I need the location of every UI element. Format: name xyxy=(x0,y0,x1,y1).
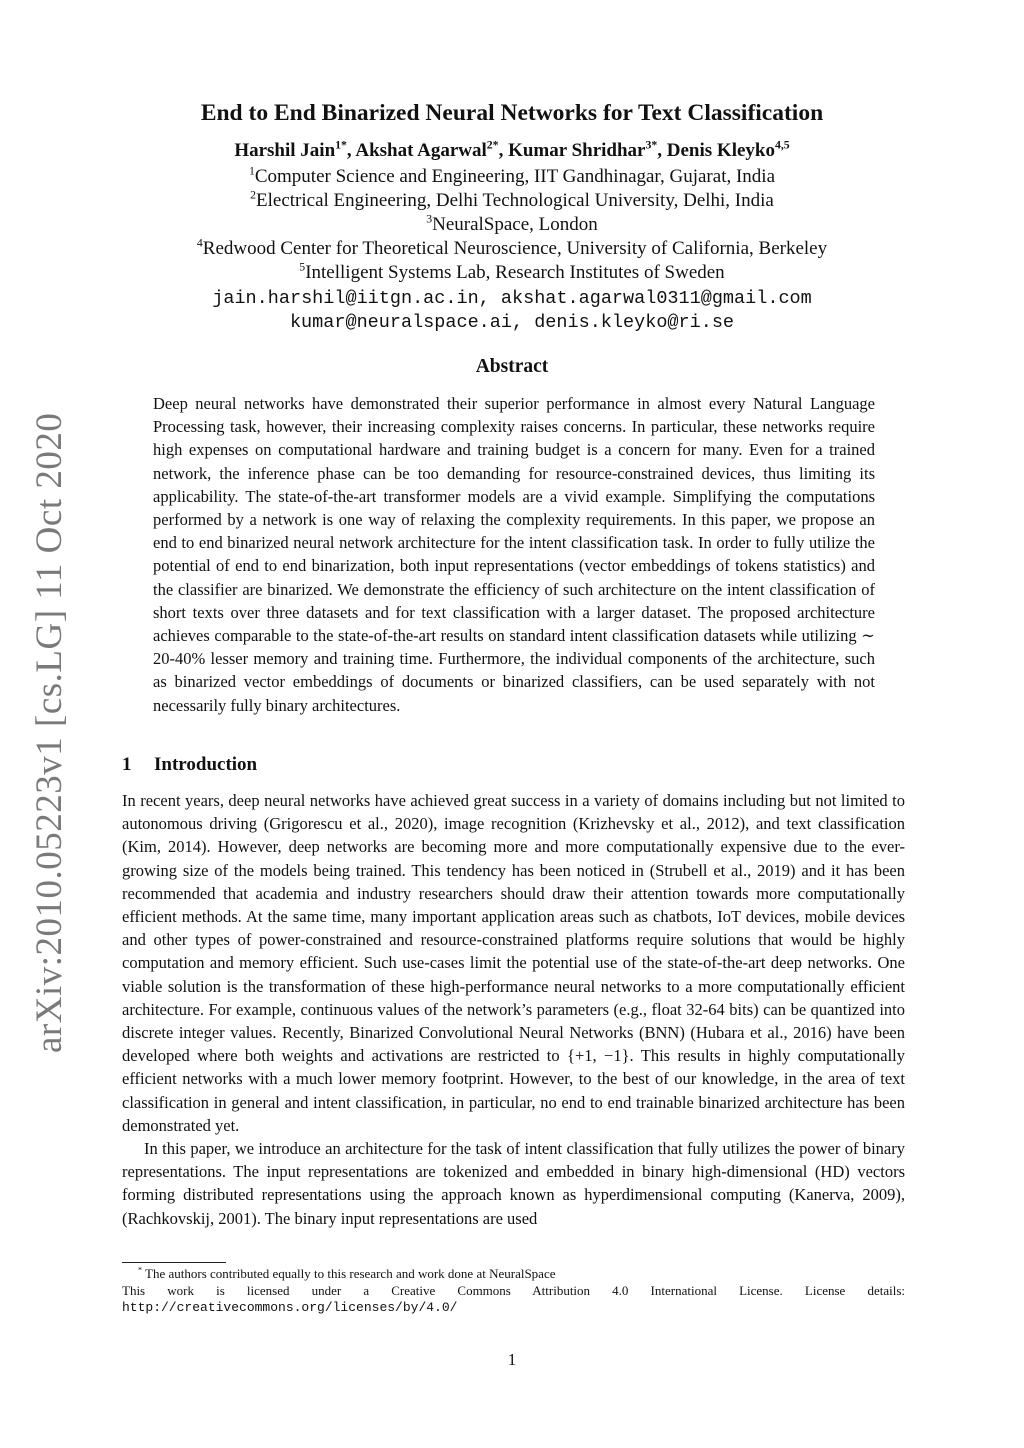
author-affiliation-mark: 4,5 xyxy=(774,138,790,152)
section-number: 1 xyxy=(122,754,132,775)
page-number: 1 xyxy=(507,1350,517,1369)
introduction-body xyxy=(122,789,905,1230)
footnote-rule xyxy=(122,1262,226,1263)
author-affiliation-mark: 3* xyxy=(645,138,658,152)
arxiv-identifier-stamp: arXiv:2010.05223v1 [cs.LG] 11 Oct 2020 xyxy=(29,412,70,1053)
author-name: Harshil Jain xyxy=(234,140,336,161)
author-list: Harshil Jain$^{1*}$, Akshat Agarwal$^{2*}$, Kumar Shridhar$^{3*}$, Denis Kleyko$^{4,5}$ xyxy=(234,138,790,161)
affiliation-mark: 1 xyxy=(248,164,255,178)
author-name: Kumar Shridhar xyxy=(508,140,646,161)
affiliation-5 xyxy=(0,262,1024,284)
license-url-link[interactable]: http://creativecommons.org/licenses/by/4.0/ xyxy=(122,1300,458,1315)
affiliation-mark: 5 xyxy=(299,260,306,274)
affiliation-1 xyxy=(0,166,1024,188)
section-heading xyxy=(122,754,257,776)
footnote-mark: * xyxy=(138,1265,143,1275)
author-affiliation-mark: 1* xyxy=(335,138,347,152)
abstract-text: Deep neural networks have demonstrated their superior performance in almost every Natural Language Processing task, however, their increasing complexity raises concerns. In particular, these networks require high expenses on computational hardware and training budget is a concern for many. Even for a trained network, the inference phase can be too demanding for resource-constrained devices, thus limiting its applicability. The state-of-the-art transformer models are a vivid example. Simplifying the computations performed by a network is one way of relaxing the complexity requirements. In this paper, we propose an end to end binarized neural network architecture for the intent classification task. In order to fully utilize the potential of end to end binarization, both input representations (vector embeddings of tokens statistics) and the classifier are binarized. We demonstrate the efficiency of such architecture on the intent classification of short texts over three datasets and for text classification with a larger dataset. The proposed architecture achieves comparable to the state-of-the-art results on standard intent classification datasets while utilizing ∼ 20-40% lesser memory and training time. Furthermore, the individual components of the architecture, such as binarized vector embeddings of documents or binarized classifiers, can be used separately with not necessarily fully binary architectures. xyxy=(153,394,875,715)
abstract-heading: Abstract xyxy=(475,356,549,377)
paragraph: In recent years, deep neural networks have achieved great success in a variety of domains including but not limited to autonomous driving (Grigorescu et al., 2020), image recognition (Krizhevsky et al., 2012), and text classification (Kim, 2014). However, deep networks are becoming more and more computationally expensive due to the ever-growing size of the models being trained. This tendency has been noticed in (Strubell et al., 2019) and it has been recommended that academia and industry researchers should draw their attention towards more computationally efficient methods. At the same time, many important application areas such as chatbots, IoT devices, mobile devices and other types of power-constrained and resource-constrained platforms require solutions that would be highly computation and memory efficient. Such use-cases limit the potential use of the state-of-the-art deep networks. One viable solution is the transformation of these high-performance neural networks to a more computationally efficient architecture. For example, continuous values of the network’s parameters (e.g., float 32-64 bits) can be quantized into discrete integer values. Recently, Binarized Convolutional Neural Networks (BNN) (Hubara et al., 2016) have been developed where both weights and activations are restricted to {+1, −1}. This results in highly computationally efficient networks with a much lower memory footprint. However, to the best of our knowledge, in the area of text classification in general and intent classification, in particular, no end to end trainable binarized architecture has been demonstrated yet. xyxy=(122,791,905,1135)
author-emails-line-1: jain.harshil@iitgn.ac.in, akshat.agarwal0311@gmail.com xyxy=(212,288,812,309)
affiliation-2 xyxy=(0,190,1024,212)
paper-title: End to End Binarized Neural Networks for Text Classification xyxy=(200,100,824,126)
affiliation-mark: 4 xyxy=(196,236,203,250)
footnote-text: The authors contributed equally to this research and work done at NeuralSpace xyxy=(145,1266,556,1281)
author-name: Denis Kleyko xyxy=(666,140,775,161)
affiliation-3 xyxy=(0,214,1024,236)
affiliation-mark: 3 xyxy=(426,212,433,226)
license-text: This work is licensed under a Creative Commons Attribution 4.0 International License. License details: xyxy=(122,1283,905,1298)
affiliation-text: Intelligent Systems Lab, Research Institutes of Sweden xyxy=(305,262,725,283)
author-affiliation-mark: 2* xyxy=(486,138,499,152)
affiliation-4 xyxy=(0,238,1024,260)
paragraph: In this paper, we introduce an architecture for the task of intent classification that fully utilizes the power of binary representations. The input representations are tokenized and embedded in binary high-dimensional (HD) vectors forming distributed representations using the approach known as hyperdimensional computing (Kanerva, 2009), (Rachkovskij, 2001). The binary input representations are used xyxy=(122,1139,905,1228)
author-name: Akshat Agarwal xyxy=(355,140,487,161)
footnote-license xyxy=(122,1283,905,1316)
affiliation-text: Computer Science and Engineering, IIT Gandhinagar, Gujarat, India xyxy=(254,166,776,187)
author-emails-line-2: kumar@neuralspace.ai, denis.kleyko@ri.se xyxy=(289,312,735,333)
affiliation-text: Electrical Engineering, Delhi Technological University, Delhi, India xyxy=(256,190,774,211)
footnote-equal-contribution xyxy=(122,1266,921,1282)
section-title: Introduction xyxy=(154,754,258,775)
affiliation-mark: 2 xyxy=(250,188,257,202)
affiliation-text: Redwood Center for Theoretical Neuroscience, University of California, Berkeley xyxy=(202,238,828,259)
affiliation-text: NeuralSpace, London xyxy=(432,214,598,235)
